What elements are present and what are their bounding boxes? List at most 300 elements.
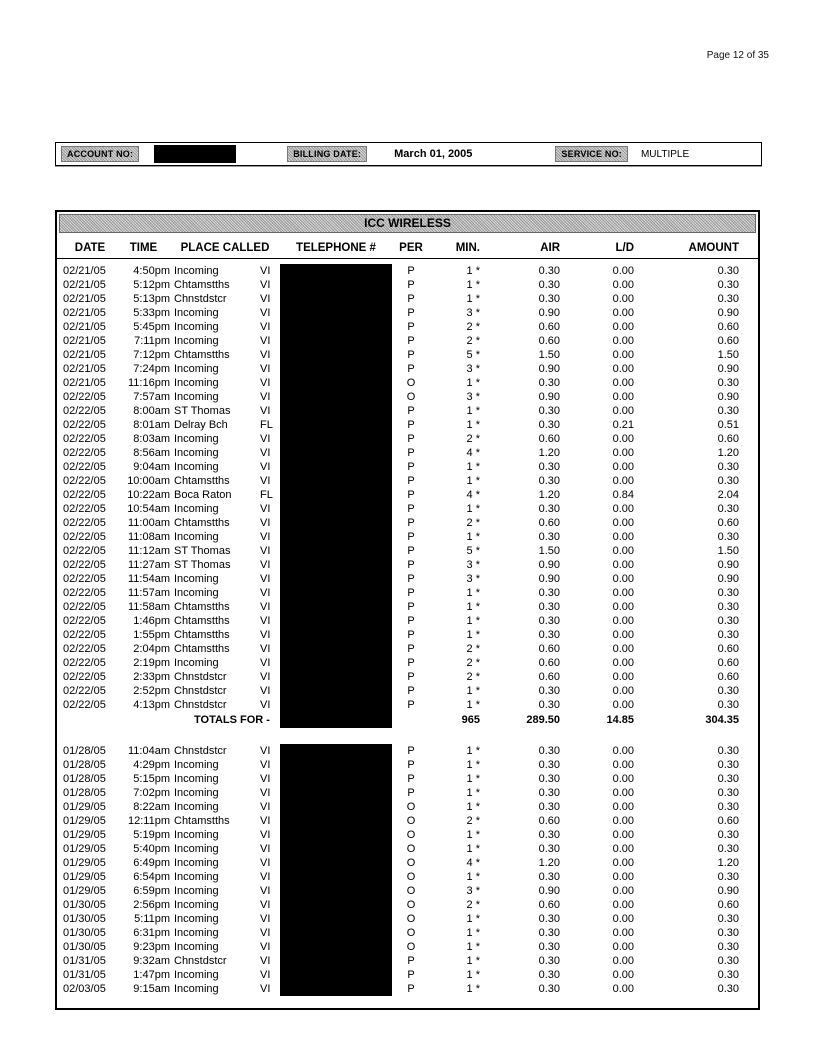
cell-place-called: Chtamstths <box>174 601 230 613</box>
cell-place-called: Incoming <box>174 913 219 925</box>
table-row <box>57 278 758 292</box>
cell-amount: 0.30 <box>717 685 739 697</box>
table-row <box>57 684 758 698</box>
cell-air: 0.60 <box>538 899 560 911</box>
cell-min: 4 * <box>466 447 480 459</box>
table-row <box>57 698 758 712</box>
cell-date: 02/21/05 <box>63 349 106 361</box>
cell-place-called: Incoming <box>174 843 219 855</box>
cell-place-called: ST Thomas <box>174 559 231 571</box>
cell-place-called: Incoming <box>174 857 219 869</box>
totals-label: TOTALS FOR - <box>194 714 270 726</box>
table-row <box>57 884 758 898</box>
cell-place-called: Incoming <box>174 829 219 841</box>
cell-air: 0.30 <box>538 475 560 487</box>
cell-place-called: Incoming <box>174 503 219 515</box>
cell-time: 4:13pm <box>133 699 170 711</box>
table-body <box>57 259 758 1008</box>
cell-state: VI <box>260 475 271 487</box>
cell-ld: 0.00 <box>612 601 634 613</box>
cell-per <box>392 712 430 728</box>
cell-air: 0.90 <box>538 559 560 571</box>
cell-telephone-redaction <box>280 828 392 842</box>
cell-min: 1 * <box>466 787 480 799</box>
cell-telephone-redaction <box>280 558 392 572</box>
cell-state: VI <box>260 643 271 655</box>
cell-air: 0.30 <box>538 293 560 305</box>
cell-per: P <box>407 955 415 967</box>
cell-time: 7:12pm <box>133 349 170 361</box>
cell-date: 02/22/05 <box>63 489 106 501</box>
cell-telephone-redaction <box>280 842 392 856</box>
table-row <box>57 954 758 968</box>
table-row <box>57 558 758 572</box>
cell-time: 8:03am <box>133 433 170 445</box>
cell-amount: 0.90 <box>717 391 739 403</box>
cell-amount: 0.60 <box>717 657 739 669</box>
cell-place-called: Chnstdstcr <box>174 685 227 697</box>
cell-date: 02/22/05 <box>63 447 106 459</box>
cell-air: 0.30 <box>538 829 560 841</box>
cell-ld: 0.00 <box>612 787 634 799</box>
cell-time: 5:12pm <box>133 279 170 291</box>
cell-amount: 0.30 <box>717 615 739 627</box>
cell-date: 02/22/05 <box>63 545 106 557</box>
billing-date-label: BILLING DATE: <box>287 146 367 162</box>
cell-telephone-redaction <box>280 744 392 758</box>
cell-date: 01/30/05 <box>63 899 106 911</box>
cell-per: P <box>407 773 415 785</box>
cell-amount: 1.50 <box>717 349 739 361</box>
cell-state: FL <box>260 489 273 501</box>
cell-telephone-redaction <box>280 940 392 954</box>
cell-amount: 0.30 <box>717 871 739 883</box>
cell-place-called: Chtamstths <box>174 349 230 361</box>
cell-date: 02/22/05 <box>63 657 106 669</box>
cell-min: 1 * <box>466 745 480 757</box>
cell-date: 02/22/05 <box>63 503 106 515</box>
cell-time: 11:00am <box>128 517 170 529</box>
cell-state: VI <box>260 573 271 585</box>
totals-ld: 14.85 <box>606 714 634 726</box>
cell-ld: 0.00 <box>612 615 634 627</box>
cell-per: P <box>407 517 415 529</box>
cell-per: O <box>406 857 416 869</box>
col-header-amount: AMOUNT <box>688 242 739 254</box>
cell-min: 1 * <box>466 503 480 515</box>
cell-place-called: Delray Bch <box>174 419 228 431</box>
cell-telephone-redaction <box>280 418 392 432</box>
cell-air: 0.30 <box>538 405 560 417</box>
cell-state: VI <box>260 759 271 771</box>
table-row <box>57 376 758 390</box>
cell-place-called: Incoming <box>174 969 219 981</box>
cell-date: 02/22/05 <box>63 573 106 585</box>
cell-ld: 0.00 <box>612 265 634 277</box>
cell-per: P <box>407 293 415 305</box>
cell-min: 2 * <box>466 671 480 683</box>
cell-place-called: Chtamstths <box>174 815 230 827</box>
table-row <box>57 320 758 334</box>
cell-per: P <box>407 503 415 515</box>
cell-amount: 0.30 <box>717 475 739 487</box>
cell-state: VI <box>260 321 271 333</box>
table-row <box>57 362 758 376</box>
cell-ld: 0.00 <box>612 941 634 953</box>
cell-ld: 0.00 <box>612 671 634 683</box>
cell-air: 0.60 <box>538 815 560 827</box>
call-detail-table <box>55 210 760 1010</box>
cell-air: 0.90 <box>538 307 560 319</box>
cell-ld: 0.21 <box>612 419 634 431</box>
cell-ld: 0.00 <box>612 461 634 473</box>
cell-min: 3 * <box>466 391 480 403</box>
cell-amount: 0.30 <box>717 913 739 925</box>
cell-time: 9:04am <box>133 461 170 473</box>
table-row <box>57 446 758 460</box>
cell-time: 11:57am <box>128 587 170 599</box>
col-header-ld: L/D <box>615 242 634 254</box>
cell-state: VI <box>260 265 271 277</box>
cell-air: 0.60 <box>538 433 560 445</box>
table-row <box>57 642 758 656</box>
cell-place-called: Chnstdstcr <box>174 699 227 711</box>
table-row <box>57 600 758 614</box>
cell-state: VI <box>260 773 271 785</box>
cell-place-called: ST Thomas <box>174 545 231 557</box>
cell-state: VI <box>260 927 271 939</box>
cell-time: 6:59pm <box>133 885 170 897</box>
cell-air: 0.30 <box>538 969 560 981</box>
cell-per: P <box>407 475 415 487</box>
cell-air: 0.30 <box>538 759 560 771</box>
cell-place-called: Incoming <box>174 787 219 799</box>
cell-time: 1:46pm <box>133 615 170 627</box>
cell-time: 5:13pm <box>133 293 170 305</box>
cell-time: 11:27am <box>128 559 170 571</box>
cell-amount: 0.30 <box>717 955 739 967</box>
cell-amount: 2.04 <box>717 489 739 501</box>
cell-ld: 0.00 <box>612 629 634 641</box>
cell-state: VI <box>260 699 271 711</box>
cell-time: 11:12am <box>128 545 170 557</box>
cell-state: VI <box>260 787 271 799</box>
cell-air: 0.30 <box>538 601 560 613</box>
table-row <box>57 898 758 912</box>
cell-amount: 0.30 <box>717 531 739 543</box>
cell-date: 01/29/05 <box>63 829 106 841</box>
table-row <box>57 292 758 306</box>
cell-amount: 0.30 <box>717 759 739 771</box>
cell-telephone-redaction <box>280 404 392 418</box>
cell-per: P <box>407 559 415 571</box>
cell-state: VI <box>260 377 271 389</box>
cell-min: 1 * <box>466 377 480 389</box>
cell-per: P <box>407 489 415 501</box>
cell-date: 02/22/05 <box>63 615 106 627</box>
cell-time: 12:11pm <box>128 815 170 827</box>
service-no-value: MULTIPLE <box>640 148 690 160</box>
cell-time: 1:55pm <box>133 629 170 641</box>
cell-air: 0.30 <box>538 685 560 697</box>
cell-telephone-redaction <box>280 348 392 362</box>
cell-per: P <box>407 363 415 375</box>
cell-state: VI <box>260 391 271 403</box>
cell-min: 1 * <box>466 629 480 641</box>
cell-telephone-redaction <box>280 516 392 530</box>
account-no-label: ACCOUNT NO: <box>61 146 139 162</box>
table-row <box>57 870 758 884</box>
cell-amount: 0.30 <box>717 787 739 799</box>
cell-time: 7:57am <box>133 391 170 403</box>
cell-place-called: Incoming <box>174 391 219 403</box>
cell-place-called: Incoming <box>174 871 219 883</box>
cell-amount: 1.20 <box>717 447 739 459</box>
cell-ld: 0.00 <box>612 279 634 291</box>
cell-amount: 0.30 <box>717 941 739 953</box>
cell-amount: 0.90 <box>717 559 739 571</box>
table-row <box>57 926 758 940</box>
cell-time: 2:56pm <box>133 899 170 911</box>
cell-time: 11:58am <box>128 601 170 613</box>
cell-per: P <box>407 405 415 417</box>
cell-place-called: Chtamstths <box>174 279 230 291</box>
cell-air: 0.30 <box>538 983 560 995</box>
cell-per: P <box>407 335 415 347</box>
cell-date: 02/21/05 <box>63 307 106 319</box>
cell-ld: 0.00 <box>612 983 634 995</box>
cell-min: 2 * <box>466 899 480 911</box>
cell-date: 01/29/05 <box>63 857 106 869</box>
cell-date: 01/31/05 <box>63 969 106 981</box>
cell-amount: 0.30 <box>717 801 739 813</box>
cell-ld: 0.00 <box>612 321 634 333</box>
cell-date: 01/29/05 <box>63 801 106 813</box>
table-row <box>57 516 758 530</box>
cell-min: 1 * <box>466 405 480 417</box>
cell-amount: 0.30 <box>717 293 739 305</box>
cell-time: 8:01am <box>133 419 170 431</box>
cell-min: 1 * <box>466 829 480 841</box>
cell-state: VI <box>260 615 271 627</box>
cell-date: 02/22/05 <box>63 559 106 571</box>
cell-place-called: Incoming <box>174 531 219 543</box>
cell-place-called: Incoming <box>174 363 219 375</box>
cell-state: VI <box>260 829 271 841</box>
cell-amount: 0.30 <box>717 829 739 841</box>
cell-ld: 0.00 <box>612 913 634 925</box>
cell-telephone-redaction <box>280 758 392 772</box>
cell-state: VI <box>260 461 271 473</box>
cell-per: P <box>407 587 415 599</box>
cell-ld: 0.00 <box>612 955 634 967</box>
table-row <box>57 474 758 488</box>
cell-state: VI <box>260 293 271 305</box>
cell-state: VI <box>260 601 271 613</box>
cell-place-called: Chtamstths <box>174 517 230 529</box>
cell-state: VI <box>260 969 271 981</box>
cell-telephone-redaction <box>280 432 392 446</box>
cell-amount: 0.30 <box>717 629 739 641</box>
table-row <box>57 758 758 772</box>
cell-time <box>117 712 170 728</box>
cell-state: VI <box>260 531 271 543</box>
table-row <box>57 572 758 586</box>
table-row <box>57 418 758 432</box>
totals-min: 965 <box>461 714 480 726</box>
cell-air: 0.90 <box>538 885 560 897</box>
cell-ld: 0.00 <box>612 885 634 897</box>
table-row <box>57 786 758 800</box>
cell-place-called: Incoming <box>174 587 219 599</box>
col-header-min: MIN. <box>455 242 480 254</box>
cell-telephone-redaction <box>280 446 392 460</box>
cell-time: 10:54am <box>127 503 170 515</box>
cell-ld: 0.00 <box>612 857 634 869</box>
cell-telephone-redaction <box>280 502 392 516</box>
table-row <box>57 772 758 786</box>
table-row <box>57 404 758 418</box>
cell-amount: 1.20 <box>717 857 739 869</box>
cell-min: 1 * <box>466 279 480 291</box>
cell-telephone-redaction <box>280 488 392 502</box>
cell-time: 9:15am <box>133 983 170 995</box>
cell-air: 1.50 <box>538 545 560 557</box>
cell-amount: 0.60 <box>717 335 739 347</box>
cell-time: 6:49pm <box>133 857 170 869</box>
cell-date: 01/30/05 <box>63 941 106 953</box>
cell-date: 02/22/05 <box>63 699 106 711</box>
cell-per: O <box>406 871 416 883</box>
cell-ld: 0.00 <box>612 391 634 403</box>
cell-min: 4 * <box>466 489 480 501</box>
table-row <box>57 614 758 628</box>
cell-telephone-redaction <box>280 278 392 292</box>
cell-min: 1 * <box>466 265 480 277</box>
cell-per: P <box>407 643 415 655</box>
cell-air: 0.30 <box>538 699 560 711</box>
cell-ld: 0.00 <box>612 843 634 855</box>
col-header-time: TIME <box>129 242 158 254</box>
cell-place-called: Incoming <box>174 307 219 319</box>
table-title-banner: ICC WIRELESS <box>59 214 756 233</box>
cell-ld: 0.00 <box>612 335 634 347</box>
cell-amount: 0.90 <box>717 307 739 319</box>
cell-per: P <box>407 447 415 459</box>
cell-state: VI <box>260 955 271 967</box>
cell-telephone-redaction <box>280 292 392 306</box>
table-row <box>57 306 758 320</box>
cell-per: P <box>407 307 415 319</box>
cell-place-called: Incoming <box>174 447 219 459</box>
cell-per: P <box>407 983 415 995</box>
cell-air: 1.20 <box>538 489 560 501</box>
cell-air: 0.90 <box>538 363 560 375</box>
section-gap <box>57 728 758 744</box>
cell-per: P <box>407 545 415 557</box>
cell-per: P <box>407 349 415 361</box>
cell-state: VI <box>260 349 271 361</box>
cell-state: VI <box>260 279 271 291</box>
cell-time: 8:00am <box>133 405 170 417</box>
cell-min: 2 * <box>466 321 480 333</box>
cell-per: O <box>406 391 416 403</box>
cell-time: 5:45pm <box>133 321 170 333</box>
cell-telephone-redaction <box>280 670 392 684</box>
cell-place-called: Incoming <box>174 773 219 785</box>
cell-time: 10:22am <box>127 489 170 501</box>
table-row <box>57 842 758 856</box>
cell-time: 5:11pm <box>134 913 170 925</box>
table-row <box>57 856 758 870</box>
cell-air: 0.30 <box>538 787 560 799</box>
cell-min: 1 * <box>466 685 480 697</box>
cell-ld: 0.00 <box>612 377 634 389</box>
cell-min: 1 * <box>466 461 480 473</box>
cell-time: 5:40pm <box>133 843 170 855</box>
cell-state: VI <box>260 685 271 697</box>
cell-date: 02/21/05 <box>63 363 106 375</box>
cell-ld: 0.00 <box>612 433 634 445</box>
cell-air: 0.30 <box>538 745 560 757</box>
cell-state: VI <box>260 335 271 347</box>
cell-place-called: Chnstdstcr <box>174 955 227 967</box>
cell-air: 0.30 <box>538 279 560 291</box>
cell-air: 0.90 <box>538 573 560 585</box>
cell-ld: 0.00 <box>612 517 634 529</box>
cell-time: 5:33pm <box>133 307 170 319</box>
cell-per: P <box>407 573 415 585</box>
cell-amount: 0.90 <box>717 573 739 585</box>
cell-amount: 1.50 <box>717 545 739 557</box>
cell-telephone-redaction <box>280 544 392 558</box>
cell-state: VI <box>260 405 271 417</box>
table-row <box>57 670 758 684</box>
cell-min: 1 * <box>466 475 480 487</box>
table-row <box>57 800 758 814</box>
page-number: Page 12 of 35 <box>706 50 769 61</box>
cell-date: 02/22/05 <box>63 685 106 697</box>
cell-time: 2:19pm <box>133 657 170 669</box>
cell-telephone-redaction <box>280 264 392 278</box>
cell-per: O <box>406 801 416 813</box>
cell-min: 1 * <box>466 983 480 995</box>
cell-time: 11:16pm <box>128 377 170 389</box>
cell-min: 1 * <box>466 531 480 543</box>
cell-air: 0.60 <box>538 643 560 655</box>
cell-date: 02/22/05 <box>63 671 106 683</box>
cell-min: 1 * <box>466 773 480 785</box>
cell-date: 02/22/05 <box>63 629 106 641</box>
cell-min: 2 * <box>466 815 480 827</box>
cell-date: 02/21/05 <box>63 321 106 333</box>
cell-date: 02/22/05 <box>63 433 106 445</box>
table-row <box>57 390 758 404</box>
cell-ld: 0.00 <box>612 447 634 459</box>
cell-place-called: Incoming <box>174 265 219 277</box>
cell-min: 1 * <box>466 969 480 981</box>
cell-time: 2:33pm <box>133 671 170 683</box>
cell-air: 1.20 <box>538 447 560 459</box>
cell-air: 0.60 <box>538 517 560 529</box>
table-row <box>57 814 758 828</box>
cell-place-called: Incoming <box>174 657 219 669</box>
cell-date: 02/03/05 <box>63 983 106 995</box>
cell-min: 3 * <box>466 363 480 375</box>
cell-place-called: Incoming <box>174 433 219 445</box>
cell-air: 0.30 <box>538 629 560 641</box>
cell-state: VI <box>260 307 271 319</box>
